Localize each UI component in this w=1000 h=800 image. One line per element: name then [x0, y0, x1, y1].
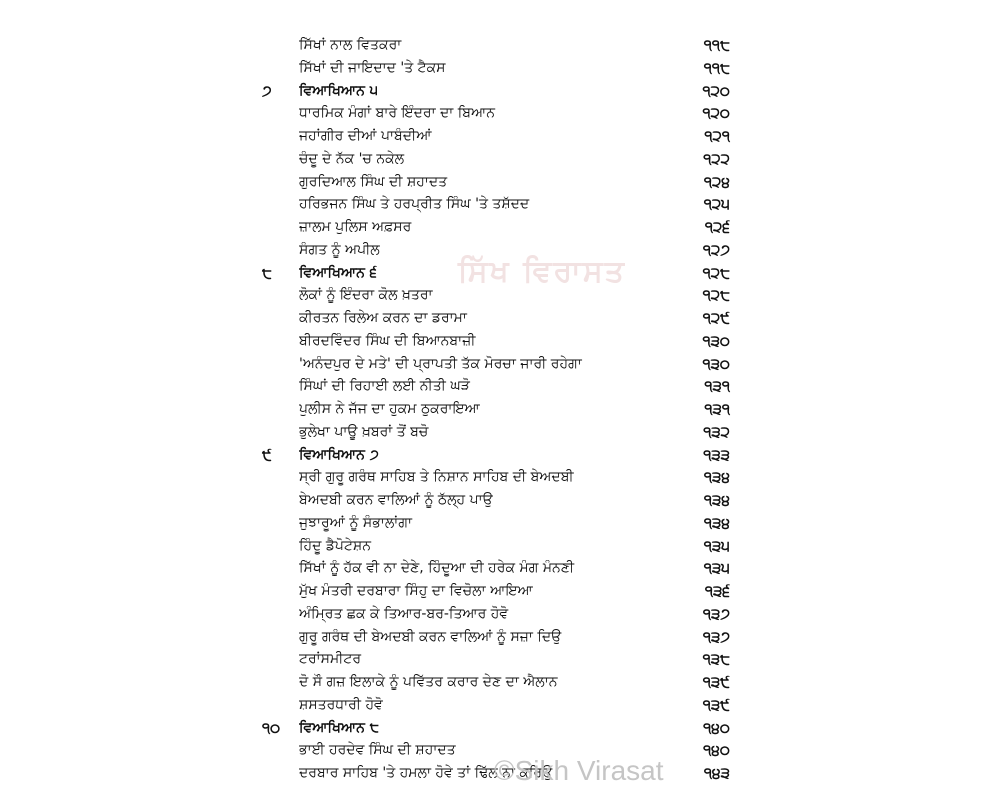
entry-title: ਦਰਬਾਰ ਸਾਹਿਬ 'ਤੇ ਹਮਲਾ ਹੋਵੇ ਤਾਂ ਢਿੱਲ ਨਾ ਕਰਿਉ — [299, 765, 553, 781]
toc-entry — [0, 671, 1000, 694]
entry-title: ਲੋਕਾਂ ਨੂੰ ਇੰਦਰਾ ਕੋਲ ਖ਼ਤਰਾ — [299, 287, 433, 304]
entry-title: ਸਿੱਖਾਂ ਨੂੰ ਹੱਕ ਵੀ ਨਾ ਦੇਣੇ, ਹਿੰਦੂਆ ਦੀ ਹਰੇਕ ਮੰਗ ਮੰਨਣੀ — [299, 560, 575, 577]
page-number: ੧੩੮ — [702, 650, 730, 669]
toc-entry — [0, 466, 1000, 489]
entry-title: ਸਿੰਘਾਂ ਦੀ ਰਿਹਾਈ ਲਈ ਨੀਤੀ ਘੜੋ — [299, 378, 470, 395]
chapter-heading-row — [0, 717, 1000, 740]
page-number: ੧੪੦ — [703, 741, 730, 760]
entry-title: ਜਹਾਂਗੀਰ ਦੀਆਂ ਪਾਬੰਦੀਆਂ — [299, 128, 432, 144]
entry-title: ਕੀਰਤਨ ਰਿਲੇਅ ਕਰਨ ਦਾ ਡਰਾਮਾ — [299, 310, 467, 326]
page-number: ੧੨੮ — [702, 286, 730, 305]
entry-title: ਵਿਆਖਿਆਨ ੮ — [299, 719, 379, 736]
watermark: ਸਿੱਖ ਵਿਰਾਸਤ — [458, 254, 626, 289]
toc-entry — [0, 626, 1000, 649]
entry-title: ਚੰਦੂ ਦੇ ਨੱਕ 'ਚ ਨਕੇਲ — [299, 150, 405, 167]
entry-title: ਬੀਰਦਵਿੰਦਰ ਸਿੰਘ ਦੀ ਬਿਆਨਬਾਜ਼ੀ — [299, 332, 476, 349]
toc-entry — [0, 102, 1000, 125]
entry-title: ਧਾਰਮਿਕ ਮੰਗਾਂ ਬਾਰੇ ਇੰਦਰਾ ਦਾ ਬਿਆਨ — [299, 105, 495, 122]
toc-entry — [0, 171, 1000, 194]
page-number: ੧੩੪ — [703, 513, 730, 532]
entry-title: ਸੰਗਤ ਨੂੰ ਅਪੀਲ — [299, 241, 380, 258]
page-number: ੧੨੦ — [702, 81, 730, 100]
entry-title: ਗੁਰੂ ਗਰੰਥ ਦੀ ਬੇਅਦਬੀ ਕਰਨ ਵਾਲਿਆਂ ਨੂੰ ਸਜ਼ਾ ਦਿਉ — [299, 628, 562, 645]
toc-entry — [0, 330, 1000, 353]
page-number: ੧੩੪ — [703, 491, 730, 509]
entry-title: ਜ਼ਾਲਮ ਪੁਲਿਸ ਅਫ਼ਸਰ — [299, 219, 412, 235]
page-number: ੧੧੮ — [703, 36, 730, 54]
page-number: ੧੩੬ — [704, 582, 730, 600]
page-number: ੧੩੦ — [702, 354, 730, 373]
entry-title: ਪੁਲੀਸ ਨੇ ਜੱਜ ਦਾ ਹੁਕਮ ਠੁਕਰਾਇਆ — [299, 401, 480, 417]
entry-title: 'ਅਨੰਦਪੁਰ ਦੇ ਮਤੇ' ਦੀ ਪ੍ਰਾਪਤੀ ਤੱਕ ਮੋਰਚਾ ਜਾਰੀ ਰਹੇਗਾ — [299, 355, 582, 372]
page-number: ੧੩੫ — [703, 559, 730, 578]
page-number: ੧੨੪ — [703, 172, 730, 191]
entry-title: ਅੰਮ੍ਰਿਤ ਛਕ ਕੇ ਤਿਆਰ-ਬਰ-ਤਿਆਰ ਹੋਵੋ — [299, 605, 509, 622]
page-number: ੧੪੩ — [703, 764, 730, 782]
toc-entry — [0, 535, 1000, 558]
entry-title: ਭਾਈ ਹਰਦੇਵ ਸਿੰਘ ਦੀ ਸ਼ਹਾਦਤ — [299, 742, 456, 759]
page-number: ੧੨੬ — [704, 218, 730, 236]
toc-entry — [0, 489, 1000, 512]
page-number: ੧੩੪ — [703, 468, 730, 487]
entry-title: ਟਰਾਂਸਮੀਟਰ — [299, 651, 362, 668]
chapter-number: ੯ — [262, 445, 272, 464]
entry-title: ਵਿਆਖਿਆਨ ੫ — [299, 82, 378, 99]
entry-title: ਸਿੱਖਾਂ ਨਾਲ ਵਿਤਕਰਾ — [299, 37, 402, 53]
page-number: ੧੩੧ — [704, 377, 730, 396]
page-number: ੧੨੭ — [702, 240, 730, 259]
entry-title: ਸਿੱਖਾਂ ਦੀ ਜਾਇਦਾਦ 'ਤੇ ਟੈਕਸ — [299, 59, 446, 76]
entry-title: ਸ਼ਸਤਰਧਾਰੀ ਹੋਵੋ — [299, 696, 383, 713]
entry-title: ਜੁਝਾਰੂਆਂ ਨੂੰ ਸੰਭਾਲਾਂਗਾ — [299, 514, 412, 531]
page-number: ੧੩੯ — [702, 695, 730, 714]
toc-entry — [0, 57, 1000, 80]
page-number: ੧੩੫ — [703, 536, 730, 555]
toc-entry — [0, 557, 1000, 580]
entry-title: ਬੇਅਦਬੀ ਕਰਨ ਵਾਲਿਆਂ ਨੂੰ ਠੱਲ੍ਹ ਪਾਉ — [299, 492, 493, 508]
page-number: ੧੨੫ — [703, 195, 730, 214]
entry-title: ਭੁਲੇਖਾ ਪਾਊ ਖ਼ਬਰਾਂ ਤੋਂ ਬਚੋ — [299, 423, 429, 440]
entry-title: ਵਿਆਖਿਆਨ ੭ — [299, 446, 379, 463]
chapter-heading-row — [0, 444, 1000, 467]
page-number: ੧੨੯ — [702, 309, 730, 327]
page-number: ੧੩੧ — [704, 400, 730, 418]
toc-entry — [0, 398, 1000, 421]
toc-entry — [0, 512, 1000, 535]
toc-entry — [0, 307, 1000, 330]
page-number: ੧੩੭ — [702, 604, 730, 623]
page-number: ੧੩੩ — [703, 445, 730, 464]
chapter-number: ੭ — [262, 81, 272, 100]
chapter-number: ੮ — [262, 263, 272, 282]
toc-entry — [0, 648, 1000, 671]
toc-entry — [0, 125, 1000, 148]
page-number: ੧੩੦ — [702, 331, 730, 350]
toc-entry — [0, 603, 1000, 626]
toc-entry — [0, 193, 1000, 216]
toc-entry — [0, 148, 1000, 171]
entry-title: ਦੋ ਸੌ ਗਜ਼ ਇਲਾਕੇ ਨੂੰ ਪਵਿੱਤਰ ਕਰਾਰ ਦੇਣ ਦਾ ਐਲਾਨ — [299, 674, 558, 690]
entry-title: ਗੁਰਦਿਆਲ ਸਿੰਘ ਦੀ ਸ਼ਹਾਦਤ — [299, 173, 448, 190]
copyright-watermark: ©Sikh Virasat — [494, 755, 664, 786]
page-number: ੧੨੧ — [704, 127, 730, 145]
page-number: ੧੧੮ — [703, 58, 730, 77]
toc-entry — [0, 34, 1000, 57]
toc-entry — [0, 375, 1000, 398]
entry-title: ਹਿੰਦੂ ਡੈਪੋਟੇਸ਼ਨ — [299, 537, 371, 554]
entry-title: ਹਰਿਭਜਨ ਸਿੰਘ ਤੇ ਹਰਪ੍ਰੀਤ ਸਿੰਘ 'ਤੇ ਤਸ਼ੱਦਦ — [299, 196, 530, 213]
page-number: ੧੩੭ — [702, 627, 730, 646]
chapter-heading-row — [0, 80, 1000, 103]
toc-entry — [0, 421, 1000, 444]
page-number: ੧੩੨ — [703, 422, 730, 441]
toc-entry — [0, 353, 1000, 376]
page-number: ੧੨੨ — [703, 149, 730, 168]
page-number: ੧੪੦ — [703, 718, 730, 737]
page-number: ੧੨੦ — [702, 104, 730, 123]
page-number: ੧੨੮ — [702, 263, 730, 282]
entry-title: ਵਿਆਖਿਆਨ ੬ — [299, 264, 377, 281]
toc-entry — [0, 694, 1000, 717]
entry-title: ਸ੍ਰੀ ਗੁਰੂ ਗਰੰਥ ਸਾਹਿਬ ਤੇ ਨਿਸ਼ਾਨ ਸਾਹਿਬ ਦੀ ਬੇਅਦਬੀ — [299, 469, 574, 486]
chapter-number: ੧੦ — [262, 718, 281, 737]
entry-title: ਮੁੱਖ ਮੰਤਰੀ ਦਰਬਾਰਾ ਸਿੰਹੁ ਦਾ ਵਿਚੋਲਾ ਆਇਆ — [299, 583, 533, 599]
page-number: ੧੩੯ — [702, 673, 730, 691]
toc-entry — [0, 580, 1000, 603]
toc-entry — [0, 216, 1000, 239]
